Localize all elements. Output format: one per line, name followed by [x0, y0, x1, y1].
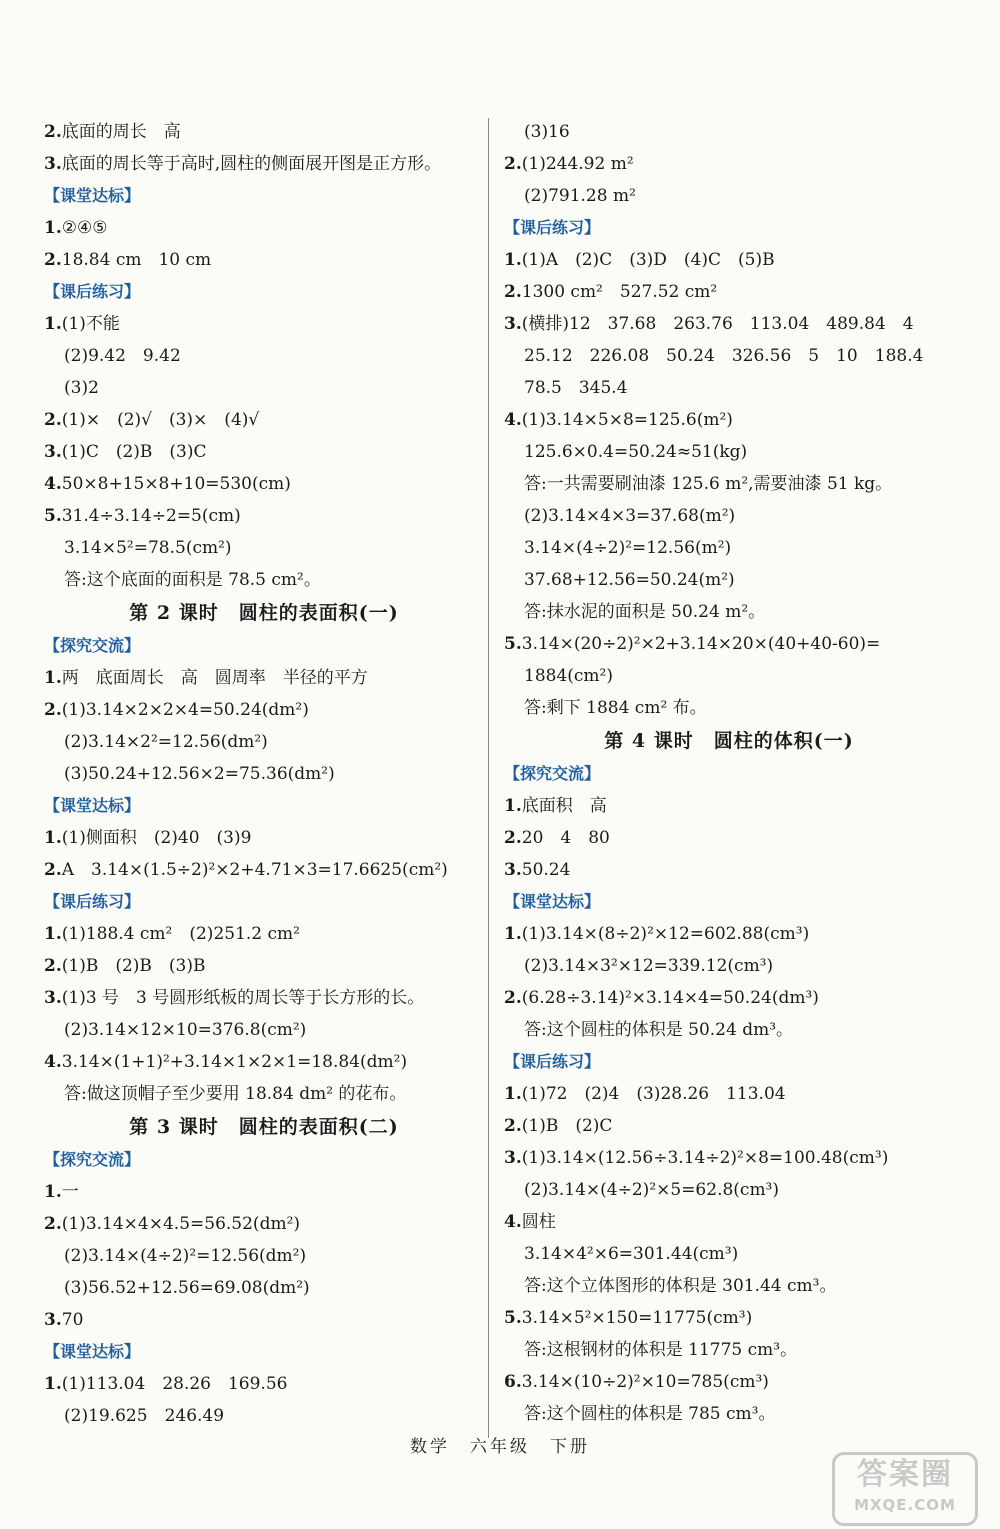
item-text: 50.24	[521, 860, 571, 880]
answer-item	[504, 1142, 954, 1174]
answer-line: 答:这个底面的面积是 78.5 cm²。	[64, 570, 321, 590]
section-label: 【课堂达标】	[44, 796, 141, 815]
answer-line: 答:这个圆柱的体积是 50.24 dm³。	[524, 1020, 794, 1040]
answer-line: 37.68+12.56=50.24(m²)	[524, 570, 735, 590]
answer-item	[44, 1046, 484, 1078]
item-text: 两 底面周长 高 圆周率 半径的平方	[61, 668, 368, 688]
item-text: (1)C (2)B (3)C	[61, 442, 207, 462]
item-number: 1.	[44, 924, 62, 944]
answer-line: (2)3.14×2²=12.56(dm²)	[64, 732, 268, 752]
answer-line: (2)9.42 9.42	[64, 346, 181, 366]
answer-item	[504, 148, 954, 180]
item-text: 3.14×5²×150=11775(cm³)	[521, 1308, 753, 1328]
answer-line: 125.6×0.4=50.24≈51(kg)	[524, 442, 748, 462]
answer-item	[504, 1206, 954, 1238]
item-number: 3.	[44, 1310, 62, 1330]
section-heading	[44, 180, 484, 212]
item-number: 4.	[504, 410, 522, 430]
item-text: 底面的周长 高	[61, 122, 181, 142]
item-text: (1)72 (2)4 (3)28.26 113.04	[521, 1084, 786, 1104]
answer-line: (2)19.625 246.49	[64, 1406, 225, 1426]
item-number: 2.	[44, 860, 62, 880]
item-number: 3.	[44, 154, 62, 174]
item-number: 1.	[504, 924, 522, 944]
answer-line: 78.5 345.4	[524, 378, 628, 398]
answer-item	[504, 404, 954, 436]
section-heading	[504, 1046, 954, 1078]
item-text: 3.14×(10÷2)²×10=785(cm³)	[521, 1372, 769, 1392]
answer-line: (3)2	[64, 378, 99, 398]
answer-line: (3)50.24+12.56×2=75.36(dm²)	[64, 764, 335, 784]
section-label: 【探究交流】	[44, 636, 141, 655]
section-label: 【课后练习】	[504, 218, 601, 237]
answer-item	[504, 1078, 954, 1110]
item-number: 3.	[504, 314, 522, 334]
column-divider	[488, 118, 489, 1438]
section-label: 【课后练习】	[44, 892, 141, 911]
answer-item	[504, 1366, 954, 1398]
answer-item	[44, 854, 484, 886]
answer-line: (2)3.14×3²×12=339.12(cm³)	[524, 956, 774, 976]
answer-line: 答:抹水泥的面积是 50.24 m²。	[524, 602, 766, 622]
item-number: 4.	[504, 1212, 522, 1232]
item-text: 底面积 高	[521, 796, 607, 816]
item-number: 1.	[44, 314, 62, 334]
lesson-title: 第 4 课时 圆柱的体积(一)	[604, 730, 854, 752]
answer-line: (2)791.28 m²	[524, 186, 636, 206]
section-label: 【课堂达标】	[44, 1342, 141, 1361]
answer-item	[44, 244, 484, 276]
item-text: (1)B (2)B (3)B	[61, 956, 206, 976]
item-text: 20 4 80	[521, 828, 610, 848]
answer-line: (3)16	[524, 122, 570, 142]
section-heading	[44, 1144, 484, 1176]
section-heading	[44, 276, 484, 308]
item-number: 1.	[504, 1084, 522, 1104]
item-number: 2.	[504, 282, 522, 302]
lesson-title: 第 3 课时 圆柱的表面积(二)	[129, 1116, 399, 1138]
item-text: 70	[61, 1310, 84, 1330]
item-number: 2.	[504, 154, 522, 174]
item-text: 圆柱	[521, 1212, 556, 1232]
answer-item	[504, 308, 954, 340]
item-number: 3.	[44, 442, 62, 462]
item-number: 1.	[44, 1182, 62, 1202]
item-number: 5.	[504, 1308, 522, 1328]
item-text: (1)A (2)C (3)D (4)C (5)B	[521, 250, 775, 270]
lesson-title: 第 2 课时 圆柱的表面积(一)	[129, 602, 399, 624]
item-text: (1)× (2)√ (3)× (4)√	[61, 410, 260, 430]
watermark-url: MXQE.COM	[854, 1496, 956, 1514]
item-number: 2.	[44, 250, 62, 270]
answer-line: 3.14×(4÷2)²=12.56(m²)	[524, 538, 732, 558]
item-number: 4.	[44, 1052, 62, 1072]
item-number: 5.	[504, 634, 522, 654]
answer-line: (2)3.14×4×3=37.68(m²)	[524, 506, 736, 526]
item-text: (1)244.92 m²	[521, 154, 634, 174]
item-text: (1)113.04 28.26 169.56	[61, 1374, 288, 1394]
answer-item	[44, 982, 484, 1014]
answer-item	[44, 1368, 484, 1400]
item-number: 6.	[504, 1372, 522, 1392]
answer-item	[504, 1110, 954, 1142]
answer-item	[44, 1208, 484, 1240]
answer-line: 答:剩下 1884 cm² 布。	[524, 698, 707, 718]
answer-line: 答:做这顶帽子至少要用 18.84 dm² 的花布。	[64, 1084, 407, 1104]
answer-item	[504, 790, 954, 822]
answer-item	[44, 212, 484, 244]
answer-item	[504, 854, 954, 886]
answer-item	[44, 404, 484, 436]
right-column	[504, 116, 954, 1430]
answer-item	[44, 662, 484, 694]
answer-item	[44, 950, 484, 982]
section-label: 【课堂达标】	[44, 186, 141, 205]
section-heading	[44, 630, 484, 662]
item-number: 3.	[504, 860, 522, 880]
section-heading	[504, 886, 954, 918]
item-text: (1)3.14×5×8=125.6(m²)	[521, 410, 733, 430]
item-text: (1)3.14×4×4.5=56.52(dm²)	[61, 1214, 301, 1234]
section-heading	[44, 1336, 484, 1368]
item-text: (1)B (2)C	[521, 1116, 613, 1136]
watermark-text: 答案圈	[857, 1457, 953, 1492]
answer-item	[504, 918, 954, 950]
answer-item	[44, 1176, 484, 1208]
answer-item	[44, 822, 484, 854]
answer-item	[44, 308, 484, 340]
item-number: 1.	[504, 796, 522, 816]
answer-item	[44, 436, 484, 468]
item-text: 3.14×(20÷2)²×2+3.14×20×(40+40-60)=	[521, 634, 881, 654]
item-text: (6.28÷3.14)²×3.14×4=50.24(dm³)	[521, 988, 819, 1008]
item-number: 2.	[44, 956, 62, 976]
answer-line: 3.14×4²×6=301.44(cm³)	[524, 1244, 739, 1264]
item-text: (1)188.4 cm² (2)251.2 cm²	[61, 924, 300, 944]
item-text: (1)不能	[61, 314, 120, 334]
answer-line: 答:这个圆柱的体积是 785 cm³。	[524, 1404, 776, 1424]
answer-item	[504, 628, 954, 660]
item-number: 2.	[44, 122, 62, 142]
answer-line: 答:一共需要刷油漆 125.6 m²,需要油漆 51 kg。	[524, 474, 893, 494]
answer-line: 25.12 226.08 50.24 326.56 5 10 188.4	[524, 346, 924, 366]
answer-item	[504, 276, 954, 308]
answer-item	[44, 694, 484, 726]
left-column	[44, 116, 484, 1432]
item-number: 2.	[44, 700, 62, 720]
section-heading	[44, 886, 484, 918]
section-label: 【探究交流】	[504, 764, 601, 783]
answer-line: (3)56.52+12.56=69.08(dm²)	[64, 1278, 310, 1298]
answer-item	[44, 468, 484, 500]
section-label: 【课后练习】	[504, 1052, 601, 1071]
item-text: (1)3.14×(12.56÷3.14÷2)²×8=100.48(cm³)	[521, 1148, 889, 1168]
item-number: 1.	[44, 828, 62, 848]
answer-item	[504, 822, 954, 854]
section-heading	[504, 758, 954, 790]
section-label: 【课后练习】	[44, 282, 141, 301]
item-number: 2.	[44, 1214, 62, 1234]
item-text: A 3.14×(1.5÷2)²×2+4.71×3=17.6625(cm²)	[61, 860, 448, 880]
answer-item	[44, 500, 484, 532]
item-number: 1.	[44, 1374, 62, 1394]
item-number: 4.	[44, 474, 62, 494]
item-number: 5.	[44, 506, 62, 526]
item-text: 3.14×(1+1)²+3.14×1×2×1=18.84(dm²)	[61, 1052, 408, 1072]
section-heading	[504, 212, 954, 244]
answer-item	[44, 148, 484, 180]
answer-item	[504, 982, 954, 1014]
item-text: 1300 cm² 527.52 cm²	[521, 282, 718, 302]
section-label: 【课堂达标】	[504, 892, 601, 911]
item-text: 一	[61, 1182, 79, 1202]
answer-line: 3.14×5²=78.5(cm²)	[64, 538, 232, 558]
answer-line: 答:这根钢材的体积是 11775 cm³。	[524, 1340, 798, 1360]
item-number: 3.	[504, 1148, 522, 1168]
item-text: (1)3.14×(8÷2)²×12=602.88(cm³)	[521, 924, 810, 944]
section-label: 【探究交流】	[44, 1150, 141, 1169]
item-number: 1.	[504, 250, 522, 270]
item-number: 2.	[44, 410, 62, 430]
answer-line: (2)3.14×12×10=376.8(cm²)	[64, 1020, 307, 1040]
item-number: 2.	[504, 988, 522, 1008]
section-heading	[44, 790, 484, 822]
answer-item	[44, 1304, 484, 1336]
item-text: (1)3 号 3 号圆形纸板的周长等于长方形的长。	[61, 988, 425, 1008]
answer-line: 1884(cm²)	[524, 666, 613, 686]
watermark-logo	[832, 1452, 978, 1526]
item-number: 3.	[44, 988, 62, 1008]
item-text: 31.4÷3.14÷2=5(cm)	[61, 506, 241, 526]
item-number: 1.	[44, 218, 62, 238]
item-text: (横排)12 37.68 263.76 113.04 489.84 4	[521, 314, 914, 334]
item-number: 2.	[504, 828, 522, 848]
item-text: 底面的周长等于高时,圆柱的侧面展开图是正方形。	[61, 154, 442, 174]
answer-line: (2)3.14×(4÷2)²=12.56(dm²)	[64, 1246, 307, 1266]
item-text: 50×8+15×8+10=530(cm)	[61, 474, 291, 494]
answer-line: 答:这个立体图形的体积是 301.44 cm³。	[524, 1276, 837, 1296]
answer-item	[504, 244, 954, 276]
answer-item	[504, 1302, 954, 1334]
item-number: 2.	[504, 1116, 522, 1136]
item-text: (1)侧面积 (2)40 (3)9	[61, 828, 252, 848]
item-text: (1)3.14×2×2×4=50.24(dm²)	[61, 700, 309, 720]
item-text: ②④⑤	[61, 218, 108, 238]
answer-item	[44, 918, 484, 950]
page-footer: 数学 六年级 下册	[410, 1437, 590, 1457]
item-number: 1.	[44, 668, 62, 688]
answer-item	[44, 116, 484, 148]
answer-line: (2)3.14×(4÷2)²×5=62.8(cm³)	[524, 1180, 780, 1200]
item-text: 18.84 cm 10 cm	[61, 250, 212, 270]
